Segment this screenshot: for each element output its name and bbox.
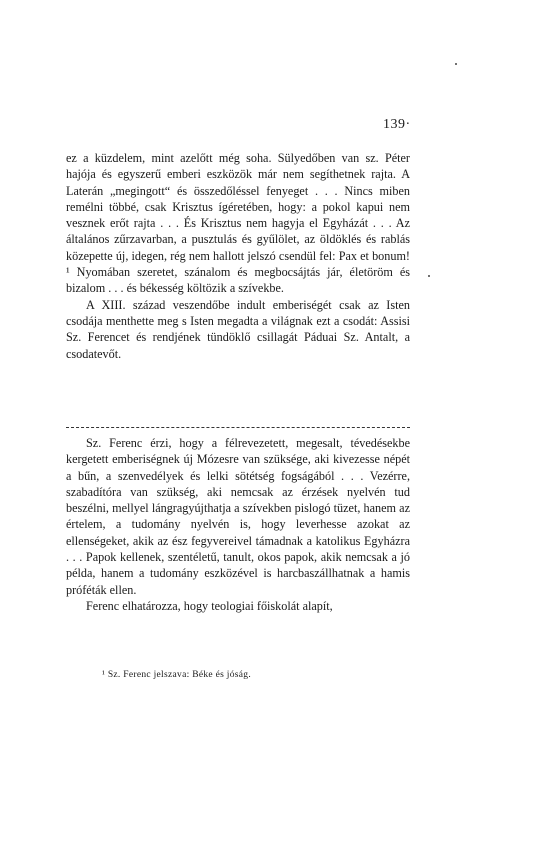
page-number: 139· bbox=[383, 117, 411, 132]
body-text-lower bbox=[66, 435, 410, 614]
scan-speck bbox=[455, 63, 457, 65]
footnote: ¹ Sz. Ferenc jelszava: Béke és jóság. bbox=[102, 670, 252, 680]
paragraph-1: ez a küzdelem, mint azelőtt még soha. Sülyedőben van sz. Péter hajója és egyszerű emberi eszközök már nem segíthetnek rajta. A Laterán „megingott“ és összedőléssel fenyeget . . . Nincs miben remélni többé, csak Krisztus ígéretében, hogy: a pokol kapui nem vesznek erőt rajta . . . És Krisztus nem hagyja el Egyházát . . . Az általános zűrzavarban, a pusztulás és gyűlölet, az öldöklés és rablás közepette új, idegen, rég nem hallott jelszó csendül fel: Pax et bonum!¹ Nyomában szeretet, szánalom és megbocsájtás jár, életöröm és bizalom . . . és békesség költözik a szívekbe. bbox=[66, 151, 410, 296]
paragraph-3: Sz. Ferenc érzi, hogy a félrevezetett, megesalt, tévedésekbe kergetett emberiségnek új Mózesre van szüksége, aki kivezesse népét a bűn, a szenvedélyek és lelki sötétség fogságából . . . Vezérre, szabadítóra van szükség, aki nemcsak az érzések nyelvén tud beszélni, mellyel lángragyújthatja a szívekben pislogó tüzet, hanem az értelem, a tudomány nyelvén is, hogy leverhesse azokat az ellenségeket, akik az ész fegyvereivel támadnak a katolikus Egyházra . . . Papok kellenek, szentéletű, tanult, okos papok, akik nemcsak a jó példa, hanem a tudomány eszközével is harcbaszállhatnak a hamis próféták ellen. bbox=[66, 436, 410, 597]
body-text-upper bbox=[66, 150, 410, 362]
paragraph-2: A XIII. század veszendőbe indult emberiségét csak az Isten csodája menthette meg s Isten megadta a világnak ezt a csodát: Assisi Sz. Ferencet és rendjének tündöklő csillagát Páduai Sz. Antalt, a csodatevőt. bbox=[66, 297, 410, 361]
section-divider bbox=[66, 427, 410, 428]
paragraph-4: Ferenc elhatározza, hogy teologiai főiskolát alapít, bbox=[86, 598, 333, 613]
scan-speck bbox=[428, 275, 430, 277]
